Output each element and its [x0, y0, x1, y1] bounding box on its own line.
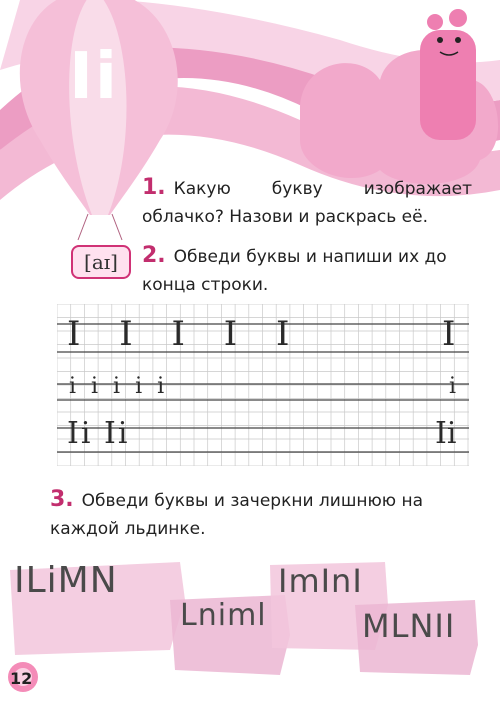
- row-3-traced: Ii Ii: [67, 416, 130, 451]
- row-1-end: I: [442, 314, 456, 354]
- ice-floe-1-letters: ILiMN: [14, 560, 118, 601]
- task-number: 3.: [50, 487, 74, 512]
- task-number: 2.: [142, 243, 166, 268]
- task-3: [50, 486, 470, 543]
- task-2: [142, 242, 472, 299]
- letter-pair-title: Ii: [69, 40, 119, 114]
- task-1: [142, 174, 472, 231]
- ice-floe-4-letters: MLNII: [362, 607, 456, 645]
- task-text: Обведи буквы и напиши их до конца строки.: [142, 247, 447, 295]
- row-1-traced: I I I I I: [67, 314, 304, 354]
- ice-floe-3-letters: ImInI: [278, 562, 363, 600]
- ice-floe-2-letters: Lniml: [180, 598, 267, 633]
- cloud-letter-i: [420, 30, 476, 140]
- row-2-traced: i i i i i: [69, 374, 169, 399]
- handwriting-grid: [57, 304, 469, 466]
- task-text: Обведи буквы и зачеркни лишнюю на каждой льдинке.: [50, 491, 424, 539]
- row-3-end: Ii: [435, 416, 457, 451]
- transcription-label: [aɪ]: [71, 245, 131, 279]
- task-text: Какую букву изображает облачко? Назови и раскрась её.: [142, 179, 472, 227]
- task-number: 1.: [142, 175, 166, 200]
- row-2-end: i: [449, 374, 457, 399]
- page-number: 12: [10, 669, 33, 688]
